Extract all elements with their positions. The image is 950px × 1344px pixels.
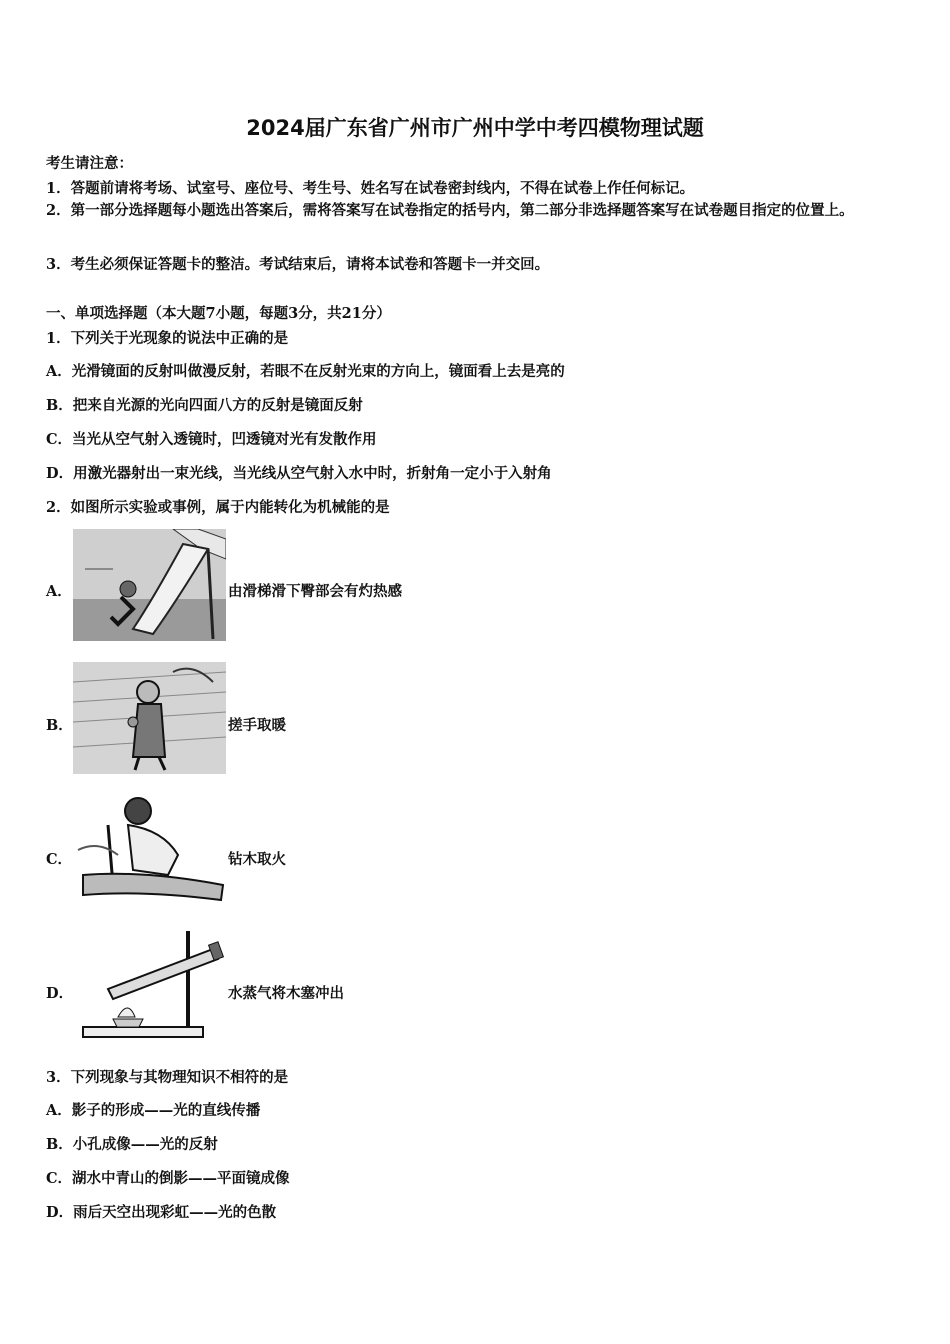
q1-stem: 1．下列关于光现象的说法中正确的是 xyxy=(46,330,289,347)
q1-option-c: C．当光从空气射入透镜时，凹透镜对光有发散作用 xyxy=(46,431,377,448)
q3-option-a: A．影子的形成——光的直线传播 xyxy=(46,1102,261,1119)
q3-option-c: C．湖水中青山的倒影——平面镜成像 xyxy=(46,1170,290,1187)
notice-item-3: 3．考生必须保证答题卡的整洁。考试结束后，请将本试卷和答题卡一并交回。 xyxy=(46,256,550,273)
drilling-fire-figure-icon xyxy=(73,795,226,907)
q2-option-b-label: B． xyxy=(46,717,73,734)
q1-option-d: D．用激光器射出一束光线，当光线从空气射入水中时，折射角一定小于入射角 xyxy=(46,465,552,482)
steam-tube-figure-icon xyxy=(73,929,226,1041)
q3-option-d: D．雨后天空出现彩虹——光的色散 xyxy=(46,1204,277,1221)
q2-option-d-label: D． xyxy=(46,985,74,1002)
q2-option-a-text: 由滑梯滑下臀部会有灼热感 xyxy=(228,583,402,600)
q2-stem: 2．如图所示实验或事例，属于内能转化为机械能的是 xyxy=(46,499,390,516)
notice-item-2: 2．第一部分选择题每小题选出答案后，需将答案写在试卷指定的括号内，第二部分非选择题答案写在试卷题目指定的位置上。 xyxy=(46,202,854,219)
q2-option-a-label: A． xyxy=(46,583,72,600)
notice-heading: 考生请注意： xyxy=(46,155,133,172)
q2-option-c-label: C． xyxy=(46,851,73,868)
q2-option-c-text: 钻木取火 xyxy=(228,851,286,868)
page-title: 2024届广东省广州市广州中学中考四模物理试题 xyxy=(246,116,704,140)
rubbing-hands-figure-icon xyxy=(73,662,226,774)
notice-item-1: 1．答题前请将考场、试室号、座位号、考生号、姓名写在试卷密封线内，不得在试卷上作任何标记。 xyxy=(46,180,695,197)
q1-option-b: B．把来自光源的光向四面八方的反射是镜面反射 xyxy=(46,397,363,414)
q3-option-b: B．小孔成像——光的反射 xyxy=(46,1136,218,1153)
section-heading: 一、单项选择题（本大题7小题，每题3分，共21分） xyxy=(46,305,391,322)
q2-option-d-text: 水蒸气将木塞冲出 xyxy=(228,985,344,1002)
q3-stem: 3．下列现象与其物理知识不相符的是 xyxy=(46,1069,289,1086)
q1-option-a: A．光滑镜面的反射叫做漫反射，若眼不在反射光束的方向上，镜面看上去是亮的 xyxy=(46,363,565,380)
q2-option-b-text: 搓手取暖 xyxy=(228,717,286,734)
slide-figure-icon xyxy=(73,529,226,641)
